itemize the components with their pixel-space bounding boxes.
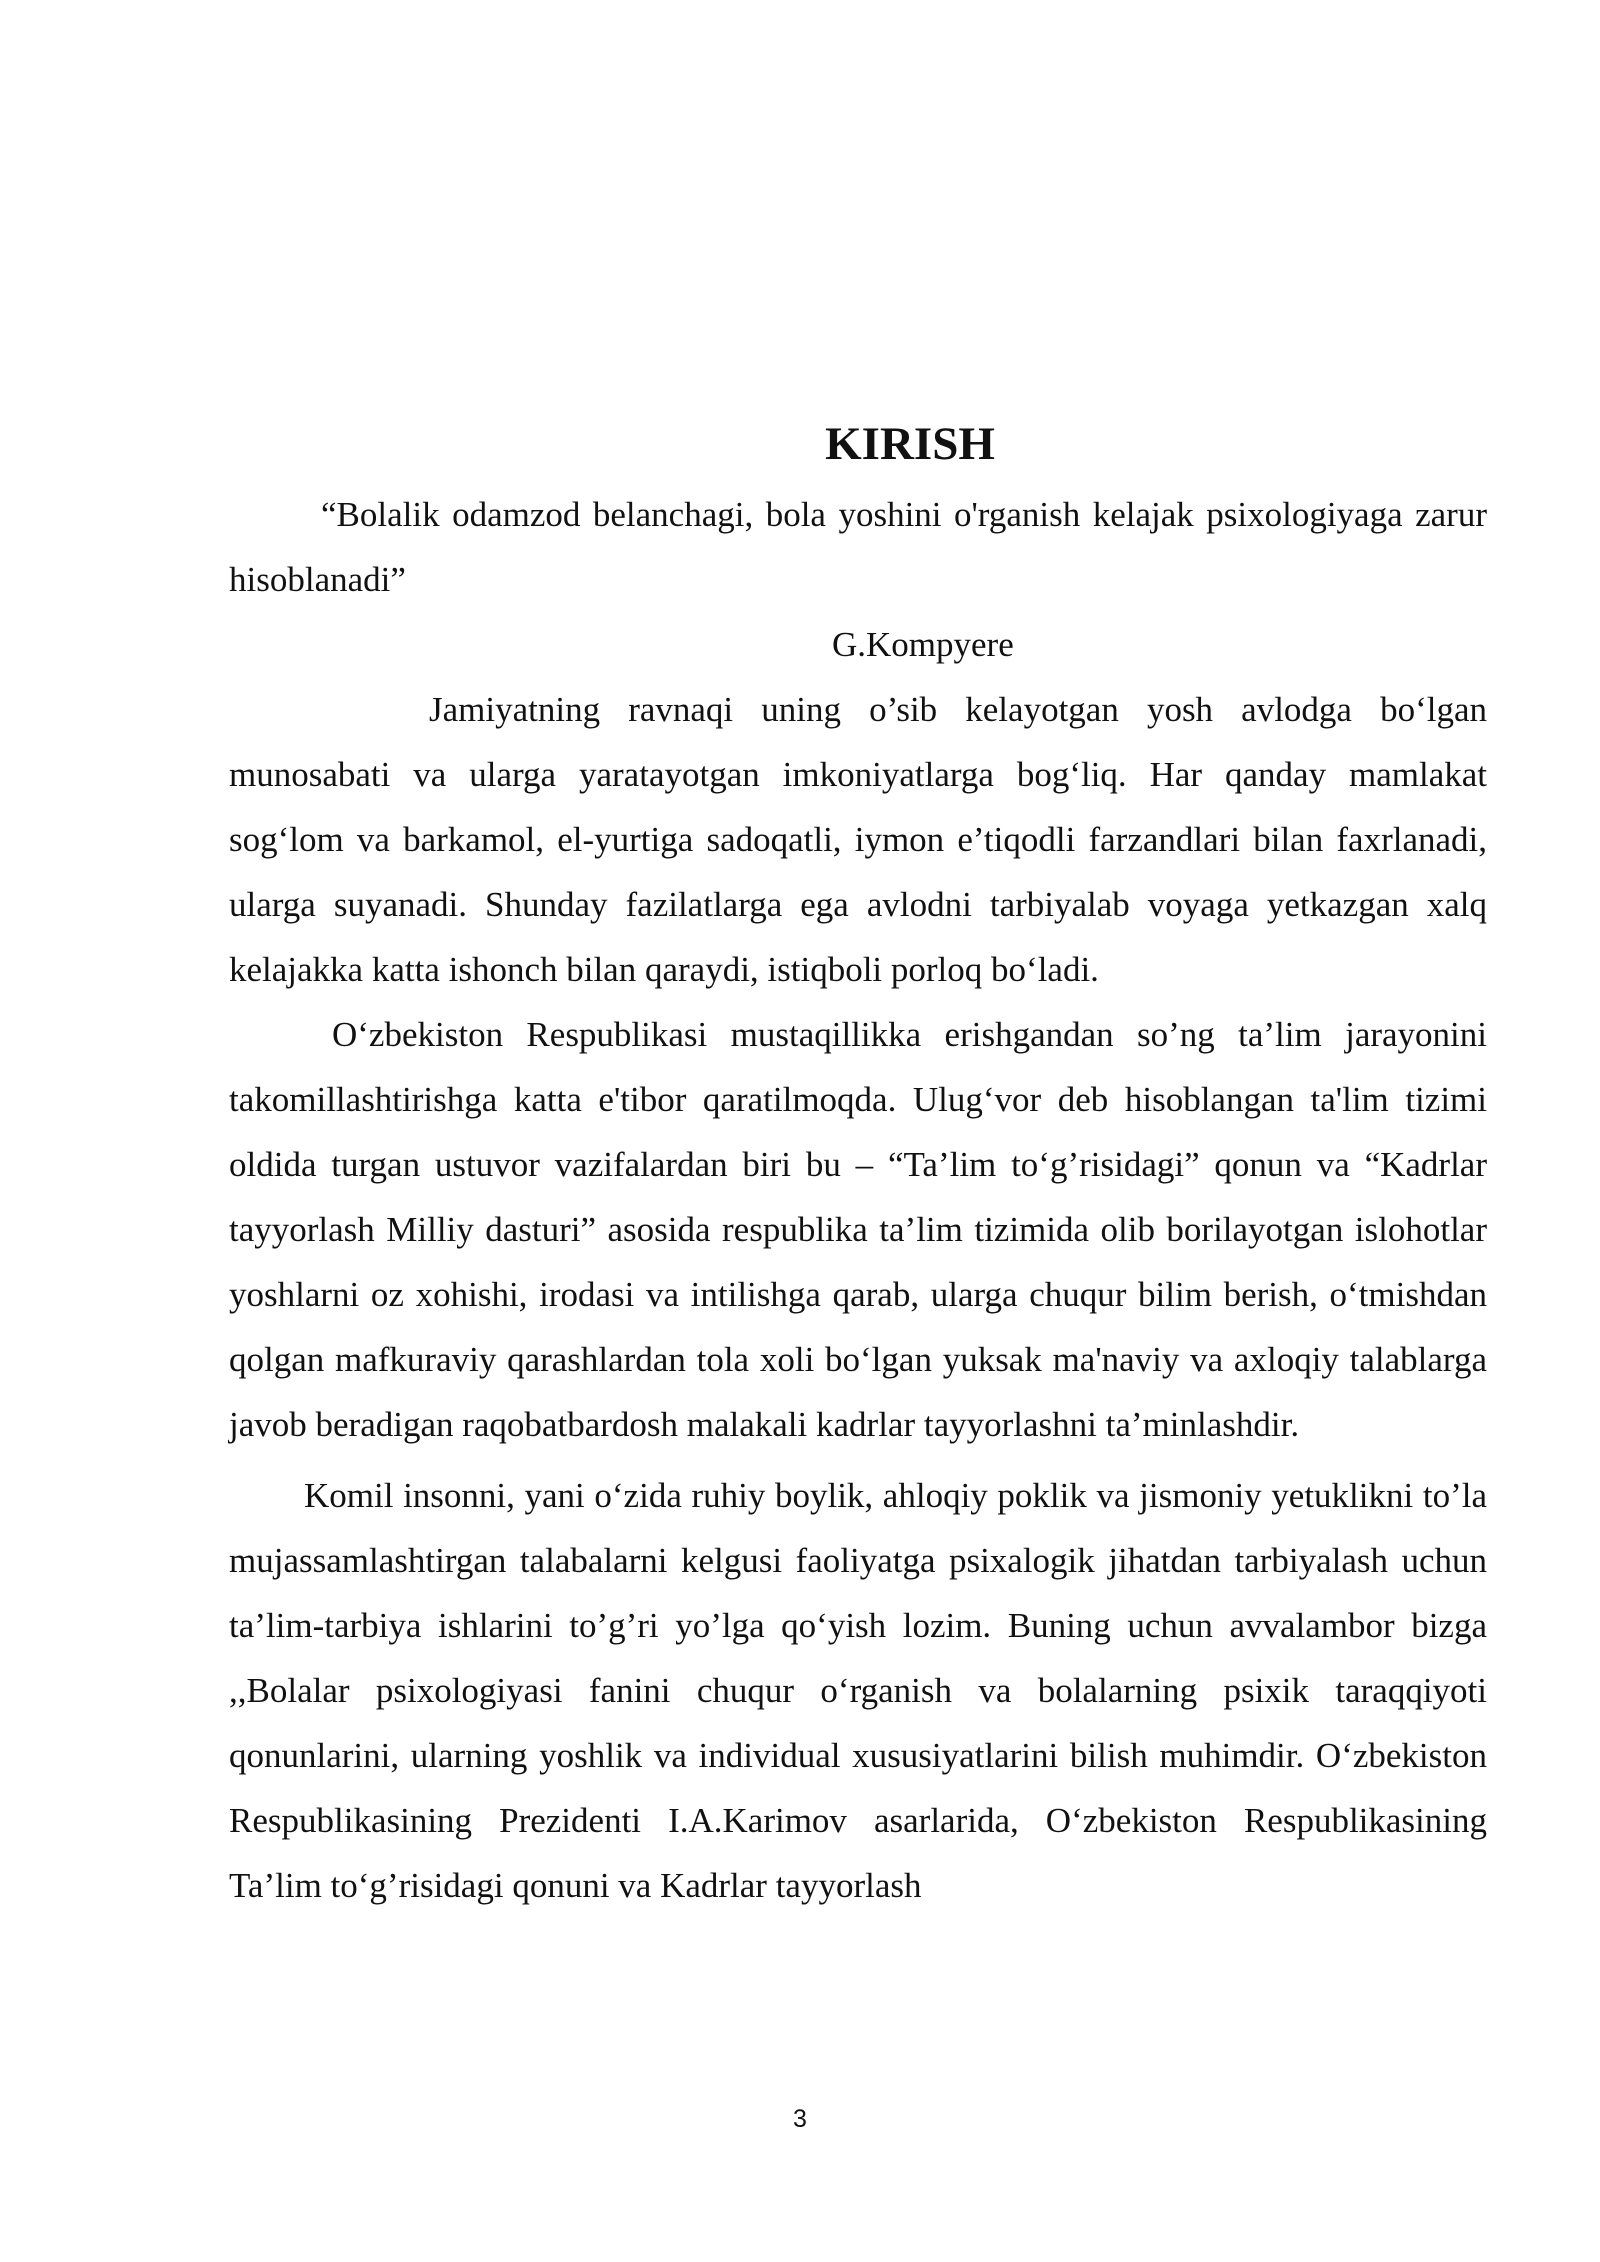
page-number: 3 [793, 2105, 807, 2133]
body-paragraph: Jamiyatning ravnaqi uning o’sib kelayotgan yosh avlodga bo‘lgan munosabati va ularga yaratayotgan imkoniyatlarga bog‘liq. Har qanday mamlakat sog‘lom va barkamol, el-yurtiga sadoqatli, iymon e’tiqodli farzandlari bilan faxrlanadi, ularga suyanadi. Shunday fazilatlarga ega avlodni tarbiyalab voyaga yetkazgan xalq kelajakka katta ishonch bilan qaraydi, istiqboli porloq bo‘ladi. [229, 690, 1487, 989]
page-title: KIRISH [825, 418, 995, 470]
epigraph-quote: “Bolalik odamzod belanchagi, bola yoshini o'rganish kelajak psixologiyaga zarur hisoblanadi” [229, 495, 1487, 599]
body-paragraph: O‘zbekiston Respublikasi mustaqillikka erishgandan so’ng ta’lim jarayonini takomillashtirishga katta e'tibor qaratilmoqda. Ulug‘vor deb hisoblangan ta'lim tizimi oldida turgan ustuvor vazifalardan biri bu – “Ta’lim to‘g’risidagi” qonun va “Kadrlar tayyorlash Milliy dasturi” asosida respublika ta’lim tizimida olib borilayotgan islohotlar yoshlarni oz xohishi, irodasi va intilishga qarab, ularga chuqur bilim berish, o‘tmishdan qolgan mafkuraviy qarashlardan tola xoli bo‘lgan yuksak ma'naviy va axloqiy talablarga javob beradigan raqobatbardosh malakali kadrlar tayyorlashni ta’minlashdir. [229, 1015, 1487, 1444]
page-content [229, 408, 1487, 1918]
body-paragraph: Komil insonni, yani o‘zida ruhiy boylik, ahloqiy poklik va jismoniy yetuklikni to’la mujassamlashtirgan talabalarni kelgusi faoliyatga psixalogik jihatdan tarbiyalash uchun ta’lim-tarbiya ishlarini to’g’ri yo’lga qo‘yish lozim. Buning uchun avvalambor bizga ,,Bolalar psixologiyasi fanini chuqur o‘rganish va bolalarning psixik taraqqiyoti qonunlarini, ularning yoshlik va individual xususiyatlarini bilish muhimdir. O‘zbekiston Respublikasining Prezidenti I.A.Karimov asarlarida, O‘zbekiston Respublikasining Ta’lim to‘g’risidagi qonuni va Kadrlar tayyorlash [229, 1476, 1487, 1905]
epigraph-author: G.Kompyere [832, 625, 1014, 664]
